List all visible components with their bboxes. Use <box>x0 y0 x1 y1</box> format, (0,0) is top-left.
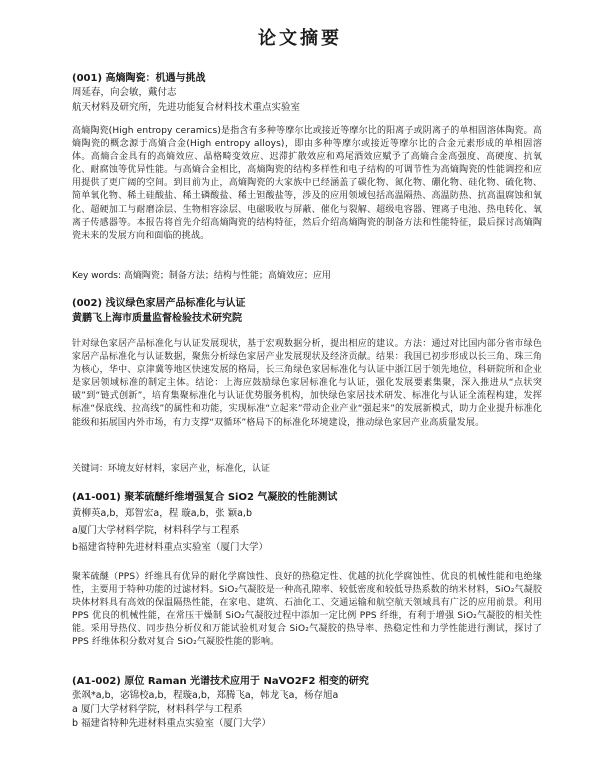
abstract-authors: 周延春，向会敏，戴付志 <box>72 87 177 98</box>
abstract-affiliation: 航天材料及研究所，先进功能复合材料技术重点实验室 <box>72 101 301 113</box>
abstract-heading: (A1-001) 聚苯硫醚纤维增强复合 SiO2 气凝胶的性能测试 <box>72 492 338 503</box>
abstract-002 <box>72 296 542 326</box>
abstract-affiliation-a: a 厦门大学材料学院，材料科学与工程系 <box>72 704 243 715</box>
abstract-affiliation-a: a厦门大学材料学院，材料科学与工程系 <box>72 525 240 536</box>
abstract-002-keywords: 关键词：环境友好材料，家居产业，标准化，认证 <box>72 464 271 474</box>
abstract-a1-001 <box>72 490 542 556</box>
abstract-002-body: 针对绿色家居产品标准化与认证发展现状，基于宏观数据分析，提出相应的建议。方法：通过对比国内部分省市绿色家居产品标准化与认证数据，聚焦分析绿色家居产业发展现状及经济贡献。结果：我国已初步形成以长三角、珠三角为核心，华中、京津冀等地区快速发展的格局，长三角绿色家居标准化与认证中浙江居于领先地位，科研院所和企业是家居领域标准的制定主体。结论：上海应鼓励绿色家居标准化与认证，强化发展要素集聚，深入推进从“点状突破”到“链式创新”，培育集聚标准化与认证优势服务机构，加快绿色家居技术研发、标准化与认证全流程构建，发挥标准“保底线、拉高线”的属性和功能，实现标准“立起来”带动企业产业“强起来”的发展新模式，助力企业提升标准化能级和拓展国内外市场，有力支撑“双循环”格局下的标准化环境建设，推动绿色家居产业高质量发展。 <box>72 339 542 428</box>
page-title: 论文摘要 <box>258 28 342 49</box>
abstract-authors: 黄柳英a,b，郑智宏a，程 璇a,b，张 颖a,b <box>72 508 252 519</box>
abstract-heading: (001) 高熵陶瓷：机遇与挑战 <box>72 73 206 84</box>
abstract-a1-002 <box>72 674 542 731</box>
abstract-001-body: 高熵陶瓷(High entropy ceramics)是指含有多种等摩尔比或接近等摩尔比的阳离子或阴离子的单相固溶体陶瓷。高熵陶瓷的概念源于高熵合金(High entropy alloys)，即由多种等摩尔或接近等摩尔比的合金元素形成的单相固溶体。高熵合金具有的高熵效应、晶格畸变效应、迟滞扩散效应和鸡尾酒效应赋予了高熵合金高强度、高硬度、抗氧化、耐腐蚀等优异性能。与高熵合金相比，高熵陶瓷的结构多样性和电子结构的可调节性为高熵陶瓷的性能调控和应用提供了更广阔的空间。到目前为止，高熵陶瓷的大家族中已经涵盖了碳化物、氮化物、硼化物、硅化物、硫化物、简单氧化物、稀土硅酸盐、稀土磷酸盐、稀土钽酸盐等，涉及的应用领域包括高温隔热、高温防热、抗高温腐蚀和氧化、超硬加工与耐磨涂层、生物相容涂层、电磁吸收与屏蔽、催化与裂解、超级电容器、锂离子电池、热电转化、氧离子传感器等。本报告将首先介绍高熵陶瓷的结构特征，然后介绍高熵陶瓷的制备方法和性能特征，最后探讨高熵陶瓷未来的发展方向和面临的挑战。 <box>72 126 542 241</box>
abstract-001-keywords: Key words: 高熵陶瓷；制备方法；结构与性能；高熵效应；应用 <box>72 271 331 281</box>
abstract-affiliation-b: b福建省特种先进材料重点实验室（厦门大学） <box>72 542 269 553</box>
abstract-authors: 黄鹏飞上海市质量监督检验技术研究院 <box>72 313 242 324</box>
abstract-a1-001-body: 聚苯硫醚（PPS）纤维具有优异的耐化学腐蚀性、良好的热稳定性、优越的抗化学腐蚀性、优良的机械性能和电绝缘性，主要用于特种功能的过滤材料。SiO₂气凝胶是一种高孔隙率、较低密度和较低导热系数的纳米材料，SiO₂气凝胶块体材料具有高效的保温隔热性能，在家电、建筑、石油化工、交通运输和航空航天领域具有广泛的应用前景。利用 PPS 优良的机械性能，在常压干燥制 SiO₂气凝胶过程中添加一定比例 PPS 纤维，有利于增强 SiO₂气凝胶的相关性能。采用导热仪、同步热分析仪和万能试验机对复合 SiO₂气凝胶的热导率、热稳定性和力学性能进行测试，探讨了 PPS 纤维体积分数对复合 SiO₂气凝胶性能的影响。 <box>72 572 542 648</box>
abstract-authors: 张飒*a,b，宓锦校a,b，程璇a,b，郑腾飞a，韩龙飞a，杨存旭a <box>72 690 339 701</box>
abstract-heading: (002) 浅议绿色家居产品标准化与认证 <box>72 298 246 309</box>
abstract-heading: (A1-002) 原位 Raman 光谱技术应用于 NaVO2F2 相变的研究 <box>72 676 369 687</box>
abstract-001 <box>72 71 542 115</box>
abstract-affiliation-b: b 福建省特种先进材料重点实验室（厦门大学） <box>72 718 272 729</box>
